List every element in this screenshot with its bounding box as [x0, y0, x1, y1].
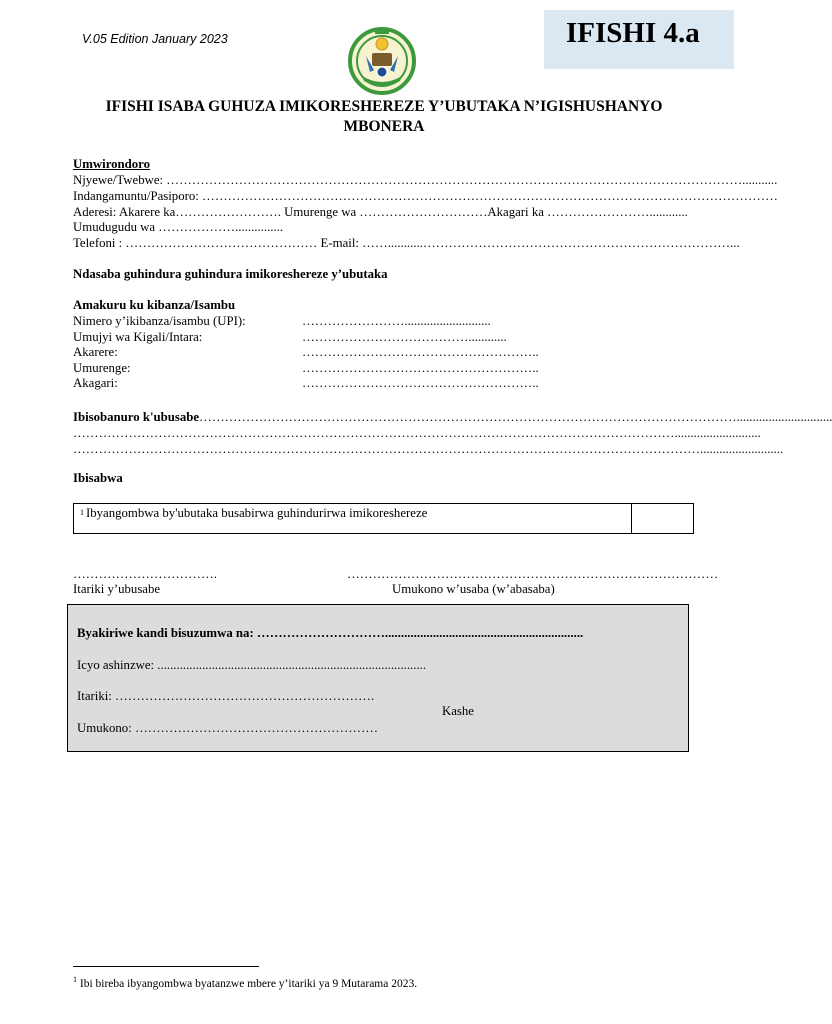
- official-signature-field[interactable]: Umukono: …………………………………………………: [77, 721, 379, 735]
- attachment-item-cell: [74, 504, 632, 533]
- land-row-label: Akagari:: [73, 376, 118, 390]
- land-row-label: Umurenge:: [73, 360, 131, 375]
- explanation-field[interactable]: [73, 410, 832, 426]
- footnote-text: Ibi bireba ibyangombwa byatanzwe mbere y’itariki ya 9 Mutarama 2023.: [79, 977, 418, 990]
- request-statement: Ndasaba guhindura guhindura imikoreshereze y’ubutaka: [73, 267, 388, 281]
- form-title-line-1: IFISHI ISABA GUHUZA IMIKORESHEREZE Y’UBUTAKA N’IGISHUSHANYO: [105, 98, 663, 115]
- identity-heading: Umwirondoro: [73, 157, 151, 171]
- footnote-number: 1: [73, 975, 77, 984]
- explanation-line-2[interactable]: ……………………………………………………………………………………………………………………………...........................: [73, 426, 761, 440]
- explanation-dots[interactable]: ………………………………………………………………………………………………………………..............................: [199, 410, 832, 424]
- signature-label: Umukono w’usaba (w’abasaba): [392, 582, 555, 596]
- land-row-value[interactable]: …………………………………............: [302, 329, 507, 344]
- footnote: [73, 975, 417, 990]
- explanation-line-3[interactable]: …………………………………………………………………………………………………………………………………..........................: [73, 442, 784, 456]
- official-date-field[interactable]: Itariki: …………………………………………………….: [77, 689, 375, 703]
- remarks-field[interactable]: Icyo ashinzwe: ....................................................................................: [77, 658, 427, 672]
- date-dots[interactable]: …………………………….: [73, 567, 217, 581]
- received-by-field[interactable]: Byakiriwe kandi bisuzumwa na: …………………………..............................................................: [77, 626, 584, 640]
- name-field[interactable]: Njyewe/Twebwe: ………………………………………………………………………………………………………………………...........: [73, 173, 778, 187]
- signature-dots[interactable]: ……………………………………………………………………………: [347, 567, 719, 581]
- address-field[interactable]: Aderesi: Akarere ka……………………. Umurenge wa …………………………Akagari ka ……………………............: [73, 205, 688, 219]
- phone-email-field[interactable]: Telefoni : ……………………………………… E-mail: ……...........………………………………………………………………...: [73, 236, 740, 250]
- id-passport-field[interactable]: Indangamuntu/Pasiporo: ………………………………………………………………………………………………………………………: [73, 189, 778, 203]
- attachments-heading: Ibisabwa: [73, 471, 123, 485]
- land-row-label: Nimero y’ikibanza/isambu (UPI):: [73, 314, 246, 328]
- land-row-value[interactable]: ………………………………………………..: [302, 376, 539, 390]
- land-info-heading: Amakuru ku kibanza/Isambu: [73, 298, 236, 312]
- form-code: IFISHI 4.a: [566, 17, 700, 49]
- footnote-divider: [73, 966, 259, 967]
- form-title: [70, 97, 698, 137]
- form-title-line-2: MBONERA: [343, 118, 425, 135]
- footnote-ref: 1: [80, 508, 84, 517]
- land-row-label: Umujyi wa Kigali/Intara:: [73, 329, 203, 344]
- land-info-list: [0, 314, 768, 394]
- stamp-label: Kashe: [442, 704, 474, 718]
- edition-label: V.05 Edition January 2023: [82, 32, 228, 46]
- village-field[interactable]: Umudugudu wa ………………...............: [73, 220, 284, 234]
- land-row-value[interactable]: ………………………………………………..: [302, 360, 539, 375]
- explanation-label: Ibisobanuro k'ubusabe: [73, 410, 200, 424]
- form-code-box: [544, 10, 734, 69]
- land-row-label: Akarere:: [73, 345, 118, 359]
- attachments-table: [73, 503, 694, 534]
- land-row-value[interactable]: ………………………………………………..: [302, 345, 539, 359]
- official-use-box: [67, 604, 689, 752]
- land-row-value[interactable]: ……………………...........................: [302, 314, 491, 328]
- rwanda-coat-of-arms-icon: [342, 26, 422, 96]
- attachment-checkbox-cell[interactable]: [632, 504, 693, 533]
- date-label: Itariki y’ubusabe: [73, 582, 161, 596]
- attachment-item-label: Ibyangombwa by'ubutaka busabirwa guhindurirwa imikoreshereze $^1$: [80, 506, 428, 520]
